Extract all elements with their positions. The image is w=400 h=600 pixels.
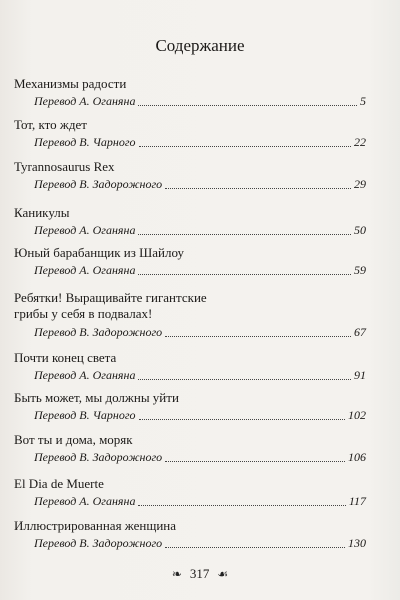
story-title: Почти конец света	[14, 350, 117, 365]
story-title: Tyrannosaurus Rex	[14, 159, 115, 174]
page-number: 22	[354, 135, 366, 149]
translator-row	[34, 262, 366, 278]
story-title: Юный барабанщик из Шайлоу	[14, 245, 184, 260]
translator-row	[34, 449, 366, 465]
story-title: Ребятки! Выращивайте гигантские	[14, 290, 207, 305]
page-footer	[0, 566, 400, 582]
page-number: 29	[354, 177, 366, 191]
translator-row	[34, 535, 366, 551]
story-title: Иллюстрированная женщина	[14, 518, 177, 533]
page-title: Содержание	[155, 36, 245, 55]
dot-leader	[139, 418, 345, 420]
translator-row	[34, 407, 366, 423]
translator-row	[34, 134, 366, 150]
translator-credit: Перевод В. Чарного	[34, 135, 136, 149]
translator-credit: Перевод В. Задорожного	[34, 325, 163, 339]
story-title: Каникулы	[14, 205, 70, 220]
page-number: 102	[348, 408, 366, 422]
translator-credit: Перевод А. Оганяна	[34, 263, 136, 277]
translator-row	[34, 222, 366, 238]
dot-leader	[138, 378, 351, 380]
dot-leader	[138, 273, 351, 275]
folio-number: 317	[189, 566, 210, 581]
page-number: 67	[354, 325, 366, 339]
translator-row	[34, 367, 366, 383]
page-number: 117	[348, 494, 366, 508]
translator-credit: Перевод А. Оганяна	[34, 94, 136, 108]
translator-credit: Перевод В. Чарного	[34, 408, 136, 422]
page-number: 106	[348, 450, 366, 464]
translator-row	[34, 493, 366, 509]
story-title: Механизмы радости	[14, 76, 127, 91]
translator-credit: Перевод А. Оганяна	[34, 223, 136, 237]
page-number: 130	[348, 536, 366, 550]
page-number: 5	[360, 94, 366, 108]
translator-row	[34, 324, 366, 340]
dot-leader	[165, 460, 345, 462]
translator-credit: Перевод А. Оганяна	[34, 368, 136, 382]
page-number: 91	[354, 368, 366, 382]
dot-leader	[165, 187, 351, 189]
page-number: 59	[354, 263, 366, 277]
story-title: Быть может, мы должны уйти	[14, 390, 179, 405]
translator-credit: Перевод А. Оганяна	[34, 494, 136, 508]
ornament-right-icon: ☙	[217, 566, 229, 581]
story-title-continued: грибы у себя в подвалах!	[14, 306, 153, 321]
dot-leader	[139, 145, 351, 147]
translator-row	[34, 176, 366, 192]
page-number: 50	[354, 223, 366, 237]
story-title: Вот ты и дома, моряк	[14, 432, 133, 447]
story-title: Тот, кто ждет	[14, 117, 87, 132]
dot-leader	[138, 504, 345, 506]
story-title: El Dia de Muerte	[14, 476, 104, 491]
dot-leader	[165, 335, 351, 337]
translator-credit: Перевод В. Задорожного	[34, 536, 163, 550]
translator-credit: Перевод В. Задорожного	[34, 177, 163, 191]
dot-leader	[165, 546, 345, 548]
translator-row	[34, 93, 366, 109]
ornament-left-icon: ❧	[171, 566, 182, 581]
dot-leader	[138, 104, 357, 106]
dot-leader	[138, 233, 351, 235]
translator-credit: Перевод В. Задорожного	[34, 450, 163, 464]
